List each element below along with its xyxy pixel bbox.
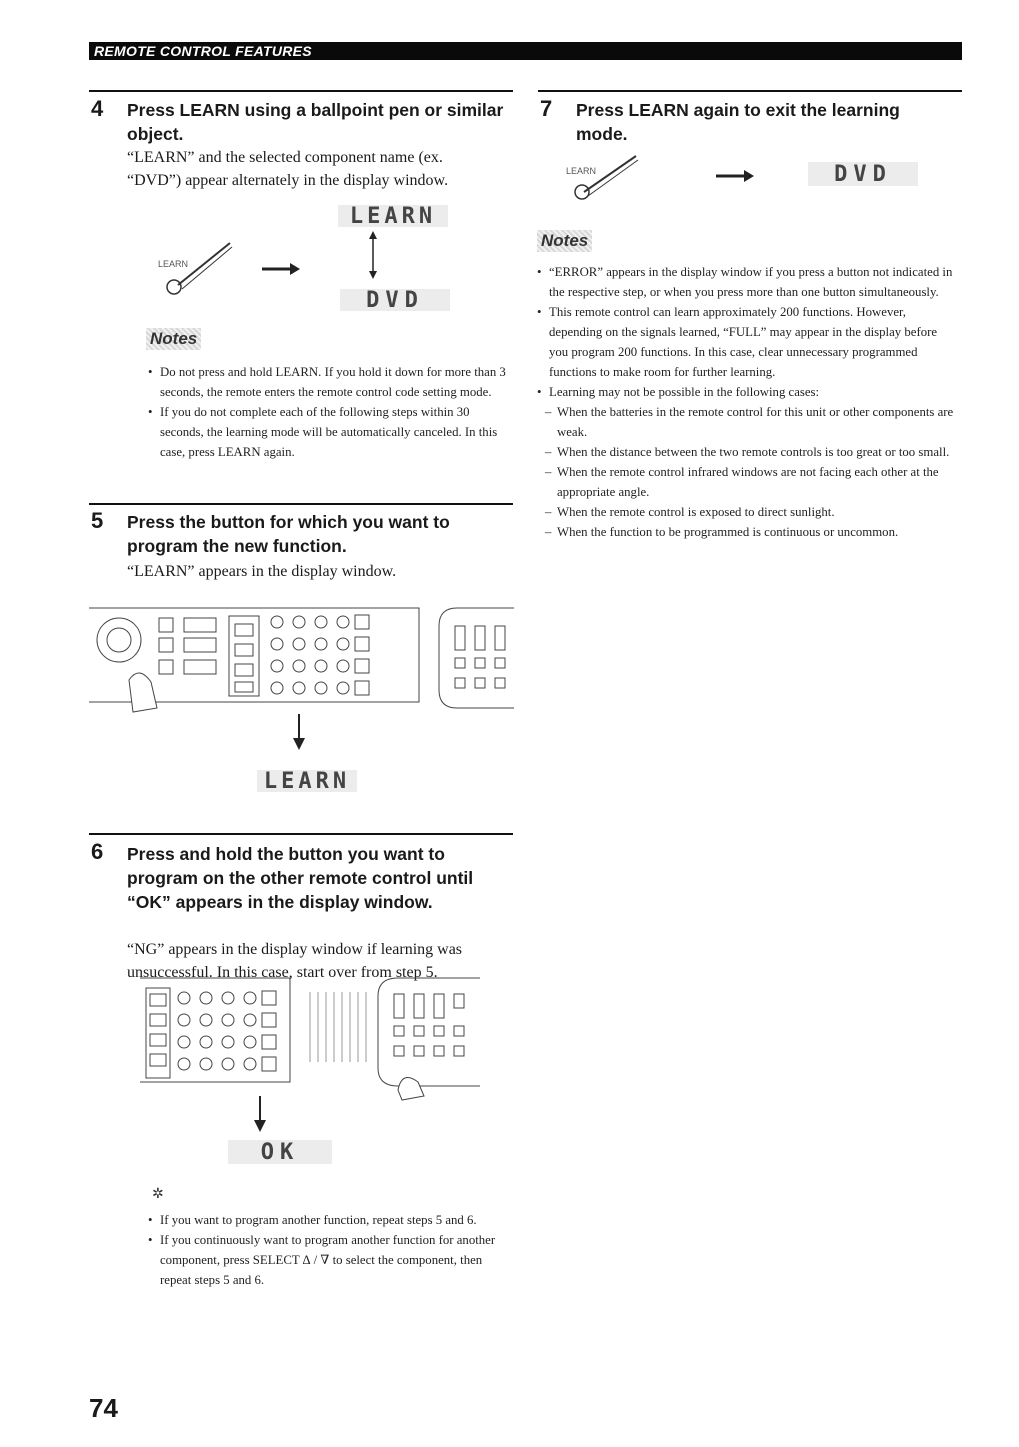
pen-icon [566, 156, 638, 199]
step7-title: Press LEARN again to exit the learning mode. [576, 100, 900, 144]
section-header-bar [89, 42, 962, 60]
display-dvd-segments [808, 162, 918, 187]
tip-item: • If you want to program another function, repeat steps 5 and 6. [148, 1210, 516, 1230]
note-item: • If you do not complete each of the following steps within 30 seconds, the learning mode will be automatically canceled. In this case, press LEARN again. [148, 402, 516, 462]
step5-rule [89, 503, 513, 505]
display-learn-text: LEARN [263, 769, 351, 794]
finger-press-icon [129, 673, 157, 712]
step4-text: “LEARN” and the selected component name (ex. “DVD”) appear alternately in the display window. [127, 149, 449, 189]
step7-rule [538, 90, 962, 92]
note-item: • This remote control can learn approximately 200 functions. However, depending on the signals learned, “FULL” may appear in the display before you program 200 functions. In this case, clear unnecessary programmed functions to make room for further learning. [537, 302, 957, 382]
step6-rule [89, 833, 513, 835]
display-ok-segments [228, 1140, 332, 1165]
note-subitem: – When the distance between the two remote controls is too great or too small. [549, 442, 957, 462]
note-subitem: – When the remote control infrared windows are not facing each other at the appropriate angle. [549, 462, 957, 502]
step4-number: 4 [91, 96, 104, 121]
notes-list-step4 [148, 362, 516, 462]
note-subitem: – When the batteries in the remote control for this unit or other components are weak. [549, 402, 957, 442]
tip-icon: ✲ [152, 1187, 164, 1202]
remote-control-panel [140, 978, 290, 1082]
display-dvd-segments [340, 288, 450, 313]
pen-icon [158, 243, 232, 294]
note-item: • Do not press and hold LEARN. If you hold it down for more than 3 seconds, the remote enters the remote control code setting mode. [148, 362, 516, 402]
step5-title: Press the button for which you want to program the new function. [127, 512, 450, 556]
note-item: • “ERROR” appears in the display window if you press a button not indicated in the respective step, or when you press more than one button simultaneously. [537, 262, 957, 302]
step6-title: Press and hold the button you want to program on the other remote control until “OK” appears in the display window. [127, 844, 474, 912]
down-arrow-icon [254, 1096, 266, 1132]
step4-learn-figure [140, 195, 470, 320]
notes-list-step7 [537, 262, 957, 542]
notes-sublist [549, 402, 957, 542]
learn-button-label: LEARN [158, 259, 189, 269]
notes-label-step7: Notes [537, 230, 592, 252]
alternate-arrows-icon [369, 231, 377, 279]
step6-remote-figure [140, 972, 490, 1172]
step7-exit-figure [556, 146, 946, 226]
page-number: 74 [89, 1393, 118, 1423]
step6-text: “NG” appears in the display window if learning was unsuccessful. In this case, start over from step 5. [127, 941, 463, 981]
display-learn-segments [338, 204, 448, 229]
remote-button-grid [271, 615, 369, 695]
display-dvd-text: DVD [366, 288, 424, 313]
display-ok-text: OK [260, 1140, 300, 1165]
right-arrow-icon [262, 263, 300, 275]
step4-rule [89, 90, 513, 92]
step5-number: 5 [91, 508, 104, 533]
display-learn-segments [257, 769, 357, 794]
display-dvd-text: DVD [834, 162, 892, 187]
other-remote-panel [439, 608, 514, 708]
notes-label-step4: Notes [146, 328, 201, 350]
infrared-signal-beam [310, 992, 366, 1062]
section-header-title: REMOTE CONTROL FEATURES [94, 43, 312, 59]
note-item-text: Learning may not be possible in the following cases: [549, 385, 820, 399]
step6-number: 6 [91, 839, 104, 864]
step5-remote-figure [89, 590, 517, 810]
step4-title: Press LEARN using a ballpoint pen or similar object. [127, 100, 504, 144]
other-remote-panel [378, 978, 480, 1100]
note-item [537, 382, 957, 542]
display-learn-text: LEARN [349, 204, 437, 229]
down-arrow-icon [293, 714, 305, 750]
note-subitem: – When the remote control is exposed to direct sunlight. [549, 502, 957, 522]
tips-list-step6 [148, 1210, 516, 1290]
learn-button-label: LEARN [566, 166, 597, 176]
step5-text: “LEARN” appears in the display window. [127, 563, 397, 580]
step7-number: 7 [540, 96, 553, 121]
right-arrow-icon [716, 170, 754, 182]
note-subitem: – When the function to be programmed is continuous or uncommon. [549, 522, 957, 542]
tip-item: • If you continuously want to program another function for another component, press SELECT ∆ / ∇ to select the component, then repeat steps 5 and 6. [148, 1230, 516, 1290]
